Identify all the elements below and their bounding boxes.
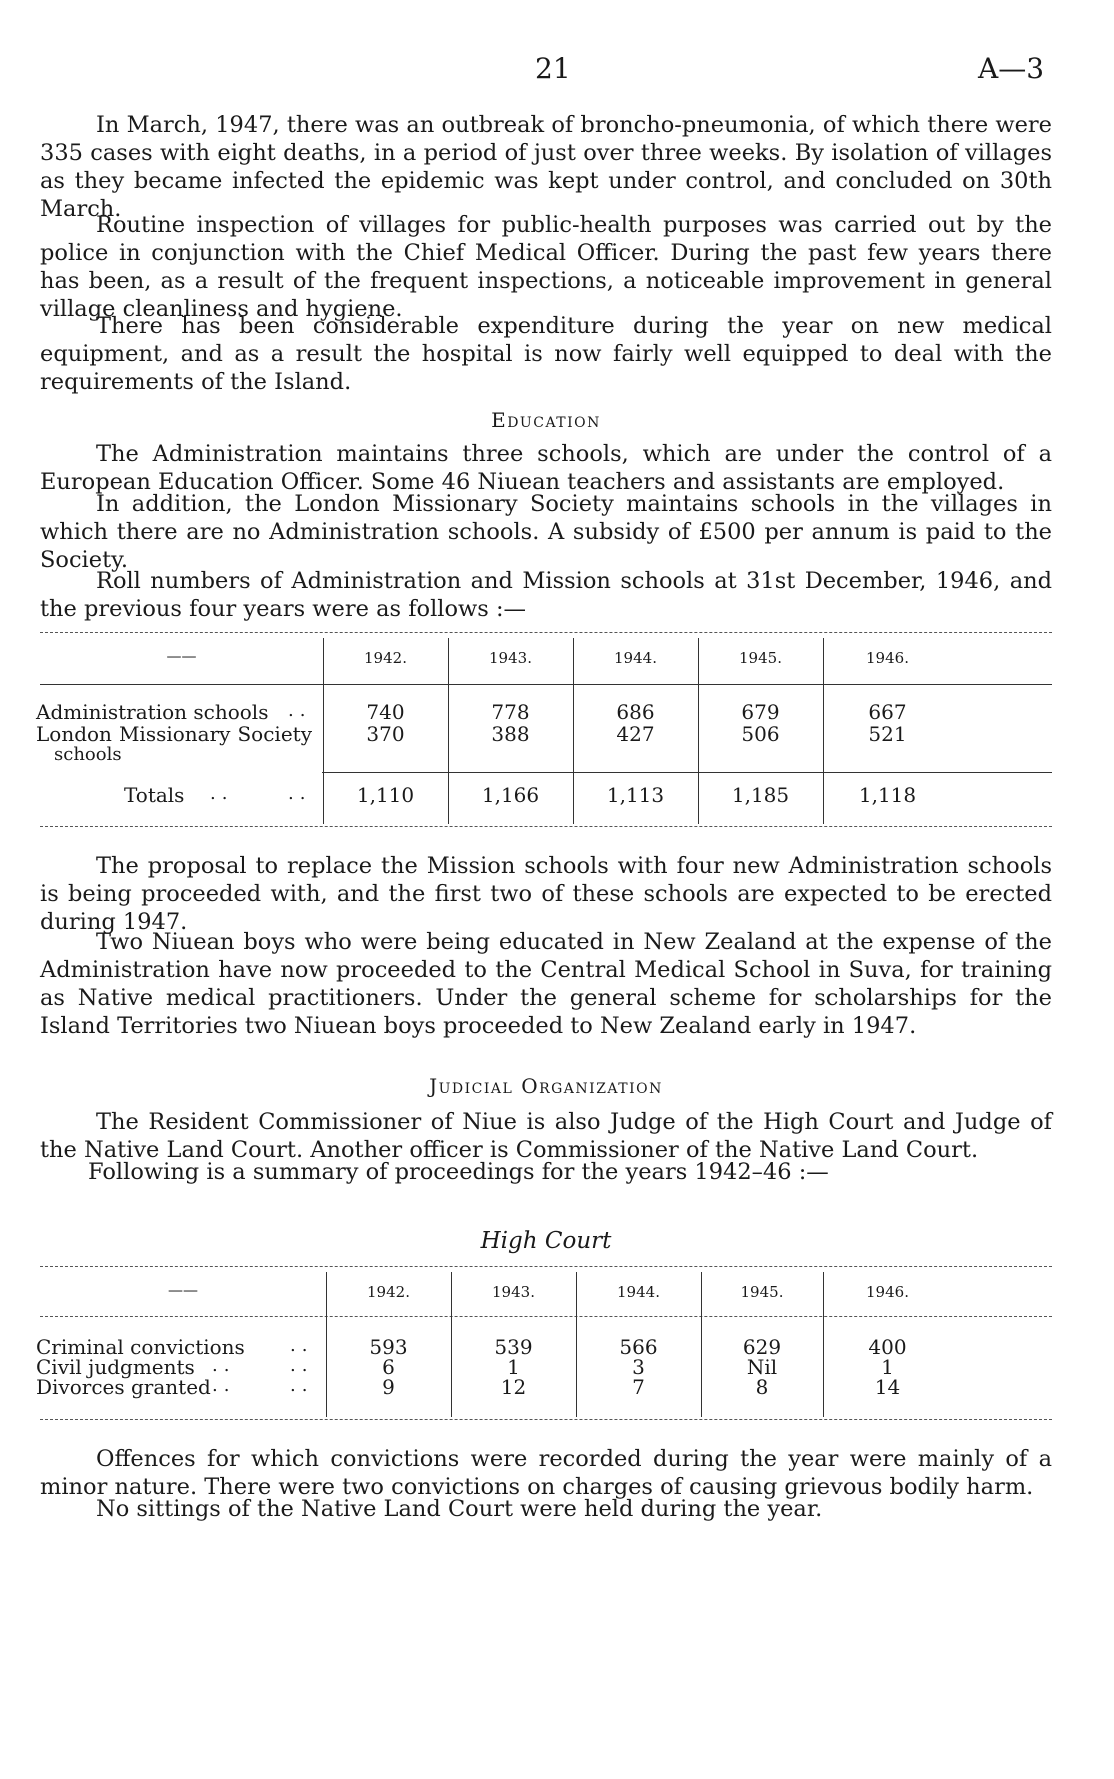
table-cell: 3 [632,1355,645,1379]
table-cell: 679 [741,700,780,724]
table-cell: 778 [491,700,530,724]
table-cell: 593 [369,1335,408,1359]
table-rule-header [40,1316,1052,1317]
row-label-criminal-convictions: Criminal convictions [36,1335,245,1359]
leader-dots: .. [290,1355,314,1376]
paragraph-summary-intro: Following is a summary of proceedings for the years 1942–46 :— [88,1159,829,1185]
table-cell: 427 [616,722,655,746]
table-cell: 506 [741,722,780,746]
leader-dots: .. [290,1335,314,1356]
table-stub-header: —— [166,647,197,665]
totals-cell: 1,166 [481,783,540,807]
paragraph-niuean-boys: Two Niuean boys who were being educated in New Zealand at the expense of the Administration have now proceeded to the Central Medical School in Suva, for training as Native medical practitioners. Under the general scheme for scholarships for the Island Territories two Niuean boys proceeded to New Zealand early in 1947. [40,929,1052,1039]
totals-cell: 1,185 [731,783,790,807]
table-cell: 686 [616,700,655,724]
table-cell: 7 [632,1375,645,1399]
table-cell: 1 [881,1355,894,1379]
column-header-1944: 1944. [614,649,657,667]
page-number: 21 [535,52,571,85]
schools-roll-table [36,630,1052,830]
totals-cell: 1,110 [356,783,415,807]
table-cell: 8 [755,1375,769,1399]
section-heading-judicial-organization: Judicial Organization [429,1074,663,1098]
row-label-london-missionary-society: London Missionary Society [36,722,312,746]
table-cell: 400 [868,1335,907,1359]
paragraph-resident-commissioner: The Resident Commissioner of Niue is also Judge of the High Court and Judge of the Native Land Court. Another officer is Commissioner of the Native Land Court. [40,1109,1052,1163]
table-caption-high-court: High Court [480,1228,612,1254]
document-reference: A—3 [978,52,1045,85]
table-cell: 388 [491,722,530,746]
leader-dots: .. [212,1375,236,1396]
paragraph-administration-schools: The Administration maintains three schools, which are under the control of a European Education Officer. Some 46 Niuean teachers and assistants are employed. [40,441,1052,495]
paragraph-broncho-pneumonia: In March, 1947, there was an outbreak of broncho-pneumonia, of which there were 335 cases with eight deaths, in a period of just over three weeks. By isolation of villages as they became infected the epidemic was kept under control, and concluded on 30th March. [40,112,1052,222]
column-header-1943: 1943. [489,649,532,667]
table-rule-header [40,684,1052,685]
document-page [36,0,1052,1779]
section-heading-education: Education [491,408,601,432]
paragraph-proposal: The proposal to replace the Mission schools with four new Administration schools is being proceeded with, and the first two of these schools are expected to be erected during 1947. [40,853,1052,935]
paragraph-roll-numbers: Roll numbers of Administration and Mission schools at 31st December, 1946, and the previous four years were as follows :— [40,568,1052,622]
row-label-divorces-granted: Divorces granted [36,1375,211,1399]
leader-dots: .. [288,700,312,721]
table-cell: 521 [868,722,907,746]
table-cell: 12 [500,1375,527,1399]
column-header-1942: 1942. [367,1283,410,1301]
table-rule-bottom [40,826,1052,827]
paragraph-native-land-court: No sittings of the Native Land Court were held during the year. [96,1496,823,1522]
table-cell: Nil [746,1355,778,1379]
table-rule-bottom [40,1419,1052,1420]
paragraph-village-inspection: Routine inspection of villages for public-health purposes was carried out by the police in conjunction with the Chief Medical Officer. During the past few years there has been, as a result of the frequent inspections, a noticeable improvement in general village cleanliness and hygiene. [40,212,1052,322]
table-cell: 539 [494,1335,533,1359]
table-cell: 1 [507,1355,520,1379]
table-cell: 740 [366,700,405,724]
totals-cell: 1,118 [858,783,917,807]
leader-dots: .. [288,783,312,804]
row-label-continuation: schools [54,744,122,765]
column-header-1946: 1946. [866,1283,909,1301]
table-cell: 6 [382,1355,395,1379]
table-rule-top [40,1266,1052,1267]
column-header-1946: 1946. [866,649,909,667]
table-rule-totals [322,772,1052,773]
column-header-1943: 1943. [492,1283,535,1301]
table-cell: 14 [874,1375,901,1399]
table-cell: 629 [742,1335,782,1359]
table-rule-top [40,632,1052,633]
leader-dots: .. [290,1375,314,1396]
leader-dots: .. [210,783,234,804]
paragraph-mission-schools: In addition, the London Missionary Society maintains schools in the villages in which there are no Administration schools. A subsidy of £500 per annum is paid to the Society. [40,491,1052,573]
table-cell: 667 [868,700,907,724]
paragraph-medical-equipment: There has been considerable expenditure during the year on new medical equipment, and as a result the hospital is now fairly well equipped to deal with the requirements of the Island. [40,313,1052,395]
table-cell: 370 [366,722,405,746]
column-header-1945: 1945. [739,649,782,667]
column-header-1944: 1944. [617,1283,660,1301]
leader-dots: .. [212,1355,236,1376]
table-cell: 566 [619,1335,658,1359]
table-stub-header: —— [168,1281,198,1299]
row-label-civil-judgments: Civil judgments [36,1355,195,1379]
column-header-1945: 1945. [740,1283,784,1301]
totals-cell: 1,113 [606,783,665,807]
table-cell: 9 [382,1375,395,1399]
column-header-1942: 1942. [364,649,407,667]
row-label-administration-schools: Administration schools [36,700,269,724]
totals-label: Totals [124,783,185,807]
high-court-table [36,1264,1052,1424]
paragraph-offences: Offences for which convictions were recorded during the year were mainly of a minor nature. There were two convictions on charges of causing grievous bodily harm. [40,1446,1052,1500]
